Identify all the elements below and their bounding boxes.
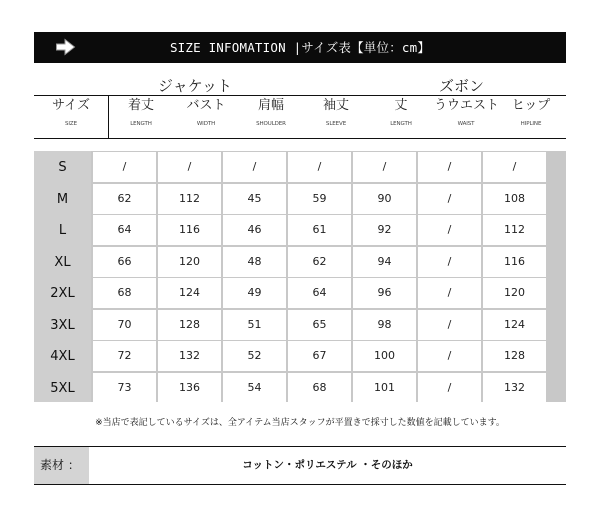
table-cell: 45 [223,184,286,214]
table-cell: 68 [93,278,156,308]
column-header-jp: うウエスト [434,98,500,113]
table-cell: 100 [353,341,416,371]
table-cell: / [418,184,481,214]
table-cell: 66 [93,247,156,277]
table-cell: / [93,152,156,182]
column-header-en: SIZE [65,121,77,127]
table-cell: / [418,341,481,371]
table-cell: / [418,373,481,403]
column-header [369,97,433,129]
table-cell: / [158,152,221,182]
table-cell: 108 [483,184,546,214]
column-header [239,97,303,129]
material-label-box [34,447,89,484]
table-cell: 73 [93,373,156,403]
table-cell: / [418,247,481,277]
column-header-en: LENGTH [390,121,412,127]
column-header [174,97,238,129]
table-cell: 68 [288,373,351,403]
table-cell: 54 [223,373,286,403]
table-cell: 116 [483,247,546,277]
table-cell: 94 [353,247,416,277]
table-cell: 49 [223,278,286,308]
table-cell: 96 [353,278,416,308]
table-cell: 52 [223,341,286,371]
size-label: S [58,160,67,175]
column-header-jp: 丈 [394,98,408,113]
header-bottom-rule [34,138,566,139]
column-header-jp: 着丈 [127,98,154,113]
column-header-en: SHOULDER [256,121,286,127]
size-label: 3XL [50,317,75,333]
size-label: 2XL [50,286,75,301]
column-header [304,97,368,129]
material-bottom-rule [34,484,566,485]
size-label: L [58,223,67,238]
column-header-en: WAIST [457,121,475,127]
table-cell: 90 [353,184,416,214]
material-label: 素材 ： [40,458,80,472]
table-cell: 59 [288,184,351,214]
table-cell: / [418,310,481,340]
column-header-en: WIDTH [196,121,216,127]
column-header-jp: バスト [186,98,226,113]
table-cell: / [483,152,546,182]
table-cell: 128 [158,310,221,340]
title-bar [34,32,566,63]
size-label: 5XL [50,380,75,396]
table-cell: 62 [93,184,156,214]
table-cell: 64 [288,278,351,308]
material-value: コットン・ポリエステル ・そのほか [242,459,413,471]
column-header-jp: ヒップ [511,98,551,113]
table-cell: 124 [158,278,221,308]
size-label: 4XL [50,349,75,364]
column-header-en: HIPLINE [520,121,542,127]
page-title: SIZE INFOMATION |サイズ表【単位：cm】 [169,40,431,55]
table-cell: / [353,152,416,182]
table-cell: 101 [353,373,416,403]
table-cell: / [288,152,351,182]
table-cell: 64 [93,215,156,245]
table-cell: 65 [288,310,351,340]
column-header-jp: 肩幅 [257,98,284,113]
table-cell: / [418,152,481,182]
table-cell: 62 [288,247,351,277]
column-header [434,97,498,129]
table-cell: 120 [158,247,221,277]
measurement-note: ※当店で表記しているサイズは、全アイテム当店スタッフが平置きで採寸した数値を記載しています。 [95,418,505,428]
column-header-en: LENGTH [130,121,152,127]
column-header [499,97,563,129]
table-cell: / [418,278,481,308]
table-cell: 70 [93,310,156,340]
table-cell: 112 [483,215,546,245]
column-header-en: SLEEVE [325,121,347,127]
table-cell: 92 [353,215,416,245]
table-cell: 67 [288,341,351,371]
table-cell: / [418,215,481,245]
column-header-jp: サイズ [52,98,90,113]
group-label-pants: ズボン [439,77,485,95]
table-cell: 46 [223,215,286,245]
header-top-rule [34,95,566,96]
column-header [34,97,108,129]
table-cell: 112 [158,184,221,214]
table-cell: 51 [223,310,286,340]
table-cell: 132 [158,341,221,371]
table-cell: 98 [353,310,416,340]
table-cell: 116 [158,215,221,245]
table-cell: 61 [288,215,351,245]
group-label-jacket: ジャケット [158,77,232,95]
size-table [34,151,566,402]
table-cell: 128 [483,341,546,371]
table-cell: 124 [483,310,546,340]
table-cell: 136 [158,373,221,403]
size-label: M [56,191,69,207]
table-cell: 72 [93,341,156,371]
table-cell: 120 [483,278,546,308]
table-cell: 132 [483,373,546,403]
table-cell: 48 [223,247,286,277]
column-header [109,97,173,129]
column-header-jp: 袖丈 [322,98,349,113]
size-label: XL [54,254,71,270]
table-cell: / [223,152,286,182]
